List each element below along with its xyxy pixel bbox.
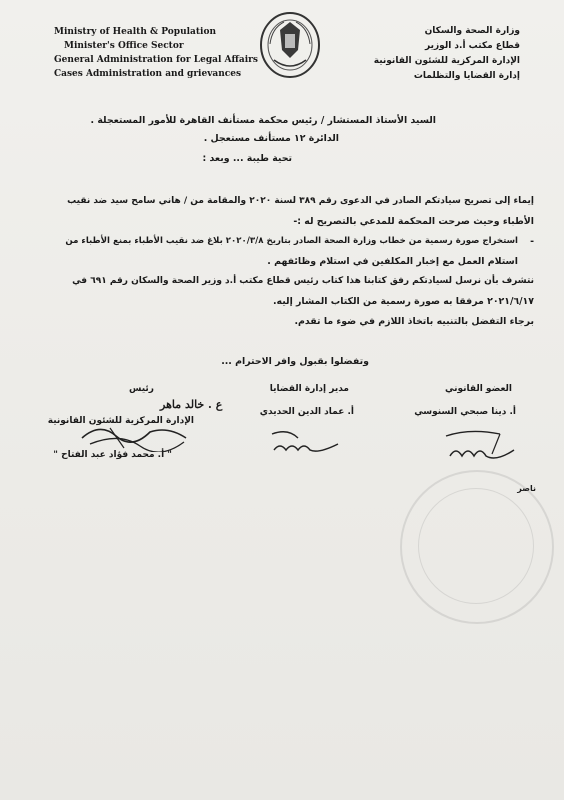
header-en-cases-admin: Cases Administration and grievances	[54, 69, 242, 79]
header-en-sector: Minister's Office Sector	[64, 41, 184, 51]
addressee-circuit: الدائرة ١٢ مستأنف مستعجل .	[203, 133, 339, 144]
signature-head-name: " أ. محمد فؤاد عبد الفتاح "	[53, 450, 172, 460]
member-signature-scribble	[440, 426, 520, 466]
bullet-line-2: استلام العمل مع إخبار المكلفين في استلام وظائفهم .	[267, 256, 518, 267]
header-en-general-admin: General Administration for Legal Affairs	[54, 55, 258, 65]
addressee-line: السيد الأستاذ المستشار / رئيس محكمة مستأنف القاهرة للأمور المستعجلة .	[90, 115, 436, 126]
signature-head-dept: الإدارة المركزية للشئون القانونية	[47, 416, 194, 426]
footnote-initials: ناصر	[517, 484, 536, 493]
signature-member-name: أ. دينا صبحي السنوسي	[414, 407, 516, 417]
header-ar-sector: قطاع مكتب أ.د الوزير	[425, 41, 520, 51]
director-signature-scribble	[268, 424, 348, 458]
faint-stamp-inner-ring	[418, 488, 534, 604]
bullet-line-1: استخراج صورة رسمية من خطاب وزارة الصحة الصادر بتاريخ ٢٠٢٠/٣/٨ بلاغ ضد نقيب الأطباء بمنع الأطباء من	[65, 236, 518, 246]
head-signature-scribble	[80, 418, 190, 452]
signature-director-name: أ. عماد الدين الحديدي	[259, 407, 354, 417]
bullet-dash: -	[530, 236, 534, 247]
paragraph-2-line-2: ٢٠٢١/٦/١٧ مرفقا به صورة رسمية من الكتاب المشار إليه.	[272, 296, 534, 307]
header-ar-cases-admin: إدارة القضايا والتظلمات	[413, 71, 520, 81]
ministry-emblem-logo	[258, 10, 322, 80]
greeting: تحية طيبة ... وبعد :	[202, 153, 292, 164]
closing-line: وتفضلوا بقبول وافر الاحترام ...	[221, 356, 369, 367]
paragraph-1-line-1: إيماء إلى تصريح سيادتكم الصادر في الدعوى رقم ٣٨٩ لسنة ٢٠٢٠ والمقامة من / هاني سامح سيد ضد نقيب	[67, 196, 534, 206]
signature-member-title: العضو القانوني	[444, 384, 512, 394]
paragraph-3: برجاء التفضل بالتنبيه باتخاذ اللازم في ضوء ما تقدم.	[294, 316, 534, 327]
header-ar-central-admin: الإدارة المركزية للشئون القانونية	[373, 56, 520, 66]
signature-director-title: مدير إدارة القضايا	[269, 384, 349, 394]
paragraph-2-line-1: نتشرف بأن نرسل لسيادتكم رفق كتابنا هذا كتاب رئيس قطاع مكتب أ.د وزير الصحة والسكان رقم ٦٩١ في	[72, 276, 534, 286]
paragraph-1-line-2: الأطباء وحيث صرحت المحكمة للمدعي بالتصريح له :-	[293, 216, 534, 227]
header-ar-ministry: وزارة الصحة والسكان	[424, 26, 520, 36]
header-en-ministry: Ministry of Health & Population	[54, 27, 216, 37]
signature-head-title: رئيس	[129, 384, 154, 394]
handwritten-note: ع . خالد ماهر	[160, 398, 223, 411]
